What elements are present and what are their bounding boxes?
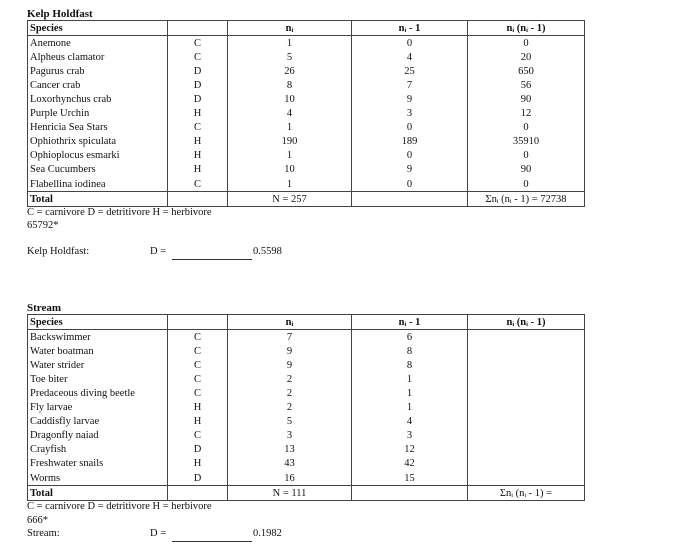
product-cell: 0 — [468, 149, 585, 163]
type-cell: C — [168, 358, 228, 372]
ni-minus-1-cell: 1 — [352, 386, 468, 400]
ni-cell: 5 — [228, 415, 352, 429]
table-row — [28, 107, 585, 121]
product-header: nᵢ (nᵢ - 1) — [468, 21, 585, 36]
ni-minus-1-cell: 0 — [352, 36, 468, 51]
ni-minus-1-cell: 8 — [352, 344, 468, 358]
species-cell: Dragonfly naiad — [28, 429, 168, 443]
table-row — [28, 457, 585, 471]
ni-cell: 43 — [228, 457, 352, 471]
type-cell: H — [168, 457, 228, 471]
table-row — [28, 344, 585, 358]
table-row — [28, 330, 585, 345]
species-cell: Caddisfly larvae — [28, 415, 168, 429]
ni-cell: 1 — [228, 121, 352, 135]
ni-header: nᵢ — [228, 21, 352, 36]
total-ni-minus-1-cell — [352, 486, 468, 501]
ni-minus-1-cell: 15 — [352, 471, 468, 486]
total-type-cell — [168, 192, 228, 207]
type-cell: C — [168, 121, 228, 135]
species-header: Species — [28, 315, 168, 330]
ni-minus-1-header: nᵢ - 1 — [352, 21, 468, 36]
ni-cell: 8 — [228, 78, 352, 92]
type-cell: H — [168, 401, 228, 415]
total-sum: Σnᵢ (nᵢ - 1) = 72738 — [468, 192, 585, 207]
ni-minus-1-cell: 3 — [352, 107, 468, 121]
product-cell: 20 — [468, 50, 585, 64]
ni-header: nᵢ — [228, 315, 352, 330]
table-row — [28, 121, 585, 135]
kelp-title: Kelp Holdfast — [27, 8, 93, 20]
kelp-section — [27, 8, 585, 207]
type-cell: H — [168, 107, 228, 121]
total-label: Total — [28, 192, 168, 207]
species-cell: Cancer crab — [28, 78, 168, 92]
product-cell — [468, 344, 585, 358]
ni-minus-1-cell: 0 — [352, 121, 468, 135]
type-header — [168, 21, 228, 36]
total-row — [28, 192, 585, 207]
stream-header-row — [28, 315, 585, 330]
ni-cell: 9 — [228, 344, 352, 358]
ni-minus-1-cell: 9 — [352, 92, 468, 106]
species-cell: Alpheus clamator — [28, 50, 168, 64]
ni-cell: 7 — [228, 330, 352, 345]
type-cell: H — [168, 163, 228, 177]
type-cell: D — [168, 64, 228, 78]
total-label: Total — [28, 486, 168, 501]
ni-minus-1-cell: 3 — [352, 429, 468, 443]
type-cell: H — [168, 415, 228, 429]
type-cell: C — [168, 429, 228, 443]
type-cell: C — [168, 372, 228, 386]
ni-minus-1-cell: 25 — [352, 64, 468, 78]
product-cell: 0 — [468, 177, 585, 192]
ni-cell: 4 — [228, 107, 352, 121]
total-ni-minus-1-cell — [352, 192, 468, 207]
species-cell: Water strider — [28, 358, 168, 372]
ni-cell: 3 — [228, 429, 352, 443]
stream-d-label: Stream: — [27, 528, 60, 539]
type-cell: D — [168, 92, 228, 106]
ni-minus-1-cell: 8 — [352, 358, 468, 372]
kelp-header-row — [28, 21, 585, 36]
species-cell: Water boatman — [28, 344, 168, 358]
ni-minus-1-header: nᵢ - 1 — [352, 315, 468, 330]
stream-d-eq: D = — [150, 528, 167, 539]
table-row — [28, 386, 585, 400]
table-row — [28, 135, 585, 149]
species-cell: Purple Urchin — [28, 107, 168, 121]
total-type-cell — [168, 486, 228, 501]
type-cell: C — [168, 330, 228, 345]
table-row — [28, 372, 585, 386]
kelp-extra-note: 65792* — [27, 220, 59, 231]
stream-legend: C = carnivore D = detritivore H = herbivore — [27, 501, 212, 512]
ni-cell: 16 — [228, 471, 352, 486]
product-header: nᵢ (nᵢ - 1) — [468, 315, 585, 330]
table-row — [28, 78, 585, 92]
type-cell: C — [168, 36, 228, 51]
ni-cell: 9 — [228, 358, 352, 372]
ni-cell: 2 — [228, 401, 352, 415]
type-cell: D — [168, 443, 228, 457]
ni-minus-1-cell: 189 — [352, 135, 468, 149]
table-row — [28, 443, 585, 457]
type-cell: C — [168, 177, 228, 192]
ni-minus-1-cell: 6 — [352, 330, 468, 345]
species-cell: Fly larvae — [28, 401, 168, 415]
ni-cell: 5 — [228, 50, 352, 64]
species-cell: Ophiothrix spiculata — [28, 135, 168, 149]
ni-cell: 13 — [228, 443, 352, 457]
type-header — [168, 315, 228, 330]
product-cell — [468, 401, 585, 415]
ni-cell: 190 — [228, 135, 352, 149]
total-n: N = 257 — [228, 192, 352, 207]
species-cell: Predaceous diving beetle — [28, 386, 168, 400]
product-cell — [468, 429, 585, 443]
table-row — [28, 64, 585, 78]
species-cell: Toe biter — [28, 372, 168, 386]
ni-minus-1-cell: 42 — [352, 457, 468, 471]
ni-minus-1-cell: 7 — [352, 78, 468, 92]
ni-cell: 10 — [228, 163, 352, 177]
product-cell: 90 — [468, 92, 585, 106]
ni-minus-1-cell: 0 — [352, 177, 468, 192]
table-row — [28, 50, 585, 64]
kelp-d-eq: D = — [150, 246, 167, 257]
ni-minus-1-cell: 4 — [352, 50, 468, 64]
ni-minus-1-cell: 1 — [352, 372, 468, 386]
ni-minus-1-cell: 4 — [352, 415, 468, 429]
total-n: N = 111 — [228, 486, 352, 501]
table-row — [28, 415, 585, 429]
table-row — [28, 429, 585, 443]
species-cell: Flabellina iodinea — [28, 177, 168, 192]
type-cell: D — [168, 471, 228, 486]
species-cell: Crayfish — [28, 443, 168, 457]
stream-section — [27, 302, 585, 501]
product-cell: 35910 — [468, 135, 585, 149]
table-row — [28, 177, 585, 192]
product-cell — [468, 415, 585, 429]
ni-cell: 2 — [228, 372, 352, 386]
kelp-legend: C = carnivore D = detritivore H = herbivore — [27, 207, 212, 218]
product-cell: 0 — [468, 36, 585, 51]
species-cell: Freshwater snails — [28, 457, 168, 471]
product-cell: 12 — [468, 107, 585, 121]
ni-minus-1-cell: 9 — [352, 163, 468, 177]
product-cell: 0 — [468, 121, 585, 135]
stream-d-value: 0.1982 — [253, 528, 282, 539]
product-cell — [468, 330, 585, 345]
ni-cell: 26 — [228, 64, 352, 78]
product-cell: 56 — [468, 78, 585, 92]
product-cell — [468, 372, 585, 386]
species-cell: Backswimmer — [28, 330, 168, 345]
kelp-d-label: Kelp Holdfast: — [27, 246, 90, 257]
table-row — [28, 358, 585, 372]
stream-d-blank — [172, 529, 252, 542]
species-header: Species — [28, 21, 168, 36]
type-cell: C — [168, 50, 228, 64]
table-row — [28, 471, 585, 486]
total-row — [28, 486, 585, 501]
type-cell: H — [168, 149, 228, 163]
table-row — [28, 149, 585, 163]
kelp-d-blank — [172, 247, 252, 260]
species-cell: Pagurus crab — [28, 64, 168, 78]
product-cell — [468, 443, 585, 457]
ni-minus-1-cell: 12 — [352, 443, 468, 457]
product-cell: 90 — [468, 163, 585, 177]
product-cell — [468, 358, 585, 372]
stream-title: Stream — [27, 302, 62, 314]
ni-minus-1-cell: 0 — [352, 149, 468, 163]
type-cell: C — [168, 386, 228, 400]
ni-cell: 1 — [228, 177, 352, 192]
kelp-d-value: 0.5598 — [253, 246, 282, 257]
product-cell — [468, 386, 585, 400]
type-cell: H — [168, 135, 228, 149]
ni-cell: 2 — [228, 386, 352, 400]
species-cell: Anemone — [28, 36, 168, 51]
kelp-table — [27, 20, 585, 207]
ni-cell: 1 — [228, 36, 352, 51]
product-cell: 650 — [468, 64, 585, 78]
species-cell: Worms — [28, 471, 168, 486]
table-row — [28, 401, 585, 415]
table-row — [28, 92, 585, 106]
table-row — [28, 163, 585, 177]
species-cell: Ophioplocus esmarki — [28, 149, 168, 163]
type-cell: C — [168, 344, 228, 358]
species-cell: Sea Cucumbers — [28, 163, 168, 177]
species-cell: Loxorhynchus crab — [28, 92, 168, 106]
ni-cell: 10 — [228, 92, 352, 106]
product-cell — [468, 471, 585, 486]
ni-cell: 1 — [228, 149, 352, 163]
stream-table — [27, 314, 585, 501]
stream-extra-note: 666* — [27, 515, 48, 526]
type-cell: D — [168, 78, 228, 92]
ni-minus-1-cell: 1 — [352, 401, 468, 415]
species-cell: Henricia Sea Stars — [28, 121, 168, 135]
table-row — [28, 36, 585, 51]
product-cell — [468, 457, 585, 471]
total-sum: Σnᵢ (nᵢ - 1) = — [468, 486, 585, 501]
